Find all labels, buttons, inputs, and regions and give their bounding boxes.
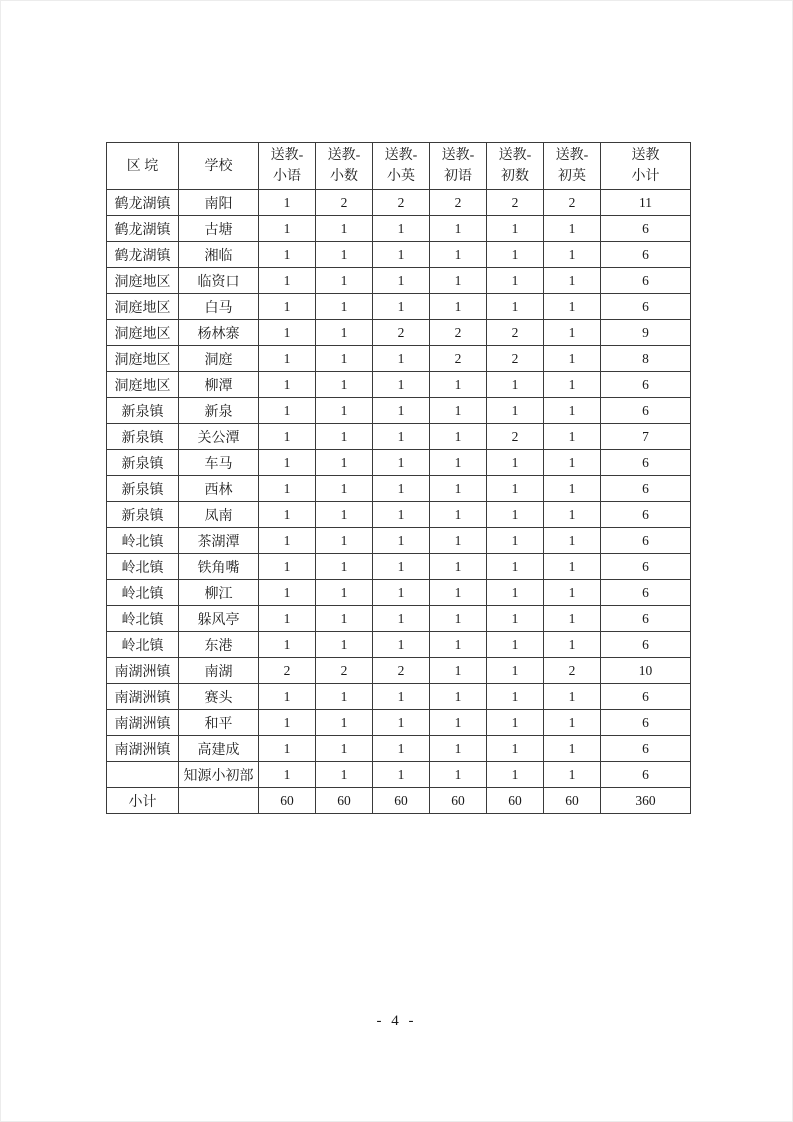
value-cell: 1 (373, 372, 430, 398)
school-cell (179, 788, 259, 814)
value-cell: 1 (487, 502, 544, 528)
value-cell: 60 (487, 788, 544, 814)
value-cell: 1 (259, 528, 316, 554)
value-cell: 1 (430, 424, 487, 450)
value-cell: 1 (373, 684, 430, 710)
value-cell: 1 (259, 580, 316, 606)
value-cell: 1 (430, 294, 487, 320)
value-cell: 1 (430, 554, 487, 580)
region-cell: 岭北镇 (107, 580, 179, 606)
school-cell: 湘临 (179, 242, 259, 268)
table-row (107, 762, 691, 788)
value-cell: 1 (544, 346, 601, 372)
value-cell: 2 (487, 346, 544, 372)
region-cell: 洞庭地区 (107, 372, 179, 398)
value-cell: 2 (316, 190, 373, 216)
value-cell: 1 (544, 684, 601, 710)
region-cell: 岭北镇 (107, 632, 179, 658)
value-cell: 1 (259, 190, 316, 216)
value-cell: 1 (373, 424, 430, 450)
col-header-songjiao-xiaoyu: 送教- 小语 (259, 143, 316, 190)
region-cell: 岭北镇 (107, 554, 179, 580)
school-cell: 铁角嘴 (179, 554, 259, 580)
page-number: - 4 - (376, 1013, 417, 1029)
value-cell: 1 (544, 242, 601, 268)
school-cell: 躲风亭 (179, 606, 259, 632)
value-cell: 1 (316, 476, 373, 502)
region-cell: 鹤龙湖镇 (107, 190, 179, 216)
region-cell: 洞庭地区 (107, 268, 179, 294)
value-cell: 1 (430, 372, 487, 398)
table-row (107, 372, 691, 398)
value-cell: 1 (430, 528, 487, 554)
table-row (107, 528, 691, 554)
table-row (107, 216, 691, 242)
value-cell: 1 (316, 320, 373, 346)
region-cell: 南湖洲镇 (107, 736, 179, 762)
value-cell: 1 (487, 580, 544, 606)
value-cell: 1 (487, 762, 544, 788)
value-cell: 1 (259, 320, 316, 346)
school-cell: 赛头 (179, 684, 259, 710)
value-cell: 2 (373, 190, 430, 216)
region-cell: 洞庭地区 (107, 346, 179, 372)
school-cell: 知源小初部 (179, 762, 259, 788)
value-cell: 6 (601, 580, 691, 606)
value-cell: 2 (487, 190, 544, 216)
value-cell: 1 (487, 658, 544, 684)
value-cell: 1 (487, 216, 544, 242)
value-cell: 11 (601, 190, 691, 216)
value-cell: 1 (430, 710, 487, 736)
region-cell: 新泉镇 (107, 502, 179, 528)
school-cell: 南湖 (179, 658, 259, 684)
value-cell: 1 (316, 398, 373, 424)
value-cell: 1 (373, 346, 430, 372)
school-cell: 关公潭 (179, 424, 259, 450)
table-header-row (107, 143, 691, 190)
value-cell: 1 (544, 502, 601, 528)
school-cell: 新泉 (179, 398, 259, 424)
value-cell: 1 (373, 294, 430, 320)
value-cell: 1 (316, 372, 373, 398)
value-cell: 1 (259, 606, 316, 632)
value-cell: 1 (316, 294, 373, 320)
value-cell: 2 (544, 658, 601, 684)
value-cell: 6 (601, 476, 691, 502)
value-cell: 10 (601, 658, 691, 684)
teaching-allocation-table (106, 142, 691, 814)
value-cell: 60 (259, 788, 316, 814)
school-cell: 车马 (179, 450, 259, 476)
value-cell: 1 (316, 580, 373, 606)
col-header-songjiao-chushu: 送教- 初数 (487, 143, 544, 190)
value-cell: 1 (316, 736, 373, 762)
value-cell: 60 (430, 788, 487, 814)
value-cell: 2 (430, 190, 487, 216)
value-cell: 2 (430, 320, 487, 346)
value-cell: 1 (373, 762, 430, 788)
value-cell: 1 (544, 476, 601, 502)
value-cell: 1 (430, 450, 487, 476)
table-row (107, 580, 691, 606)
value-cell: 1 (373, 242, 430, 268)
school-cell: 杨林寨 (179, 320, 259, 346)
value-cell: 6 (601, 450, 691, 476)
value-cell: 6 (601, 502, 691, 528)
value-cell: 1 (316, 346, 373, 372)
region-cell: 南湖洲镇 (107, 658, 179, 684)
region-cell: 洞庭地区 (107, 294, 179, 320)
value-cell: 1 (373, 554, 430, 580)
value-cell: 1 (373, 528, 430, 554)
value-cell: 1 (259, 476, 316, 502)
value-cell: 1 (259, 216, 316, 242)
value-cell: 6 (601, 216, 691, 242)
value-cell: 1 (544, 606, 601, 632)
col-header-songjiao-xiaoying: 送教- 小英 (373, 143, 430, 190)
value-cell: 1 (316, 762, 373, 788)
value-cell: 1 (259, 372, 316, 398)
table-row (107, 294, 691, 320)
school-cell: 东港 (179, 632, 259, 658)
value-cell: 1 (430, 580, 487, 606)
value-cell: 1 (544, 398, 601, 424)
value-cell: 1 (544, 710, 601, 736)
value-cell: 6 (601, 372, 691, 398)
value-cell: 1 (373, 476, 430, 502)
value-cell: 1 (544, 580, 601, 606)
school-cell: 洞庭 (179, 346, 259, 372)
table-row (107, 502, 691, 528)
value-cell: 1 (316, 450, 373, 476)
value-cell: 2 (373, 320, 430, 346)
value-cell: 1 (316, 502, 373, 528)
school-cell: 柳江 (179, 580, 259, 606)
value-cell: 6 (601, 268, 691, 294)
school-cell: 临资口 (179, 268, 259, 294)
region-cell: 新泉镇 (107, 398, 179, 424)
value-cell: 2 (544, 190, 601, 216)
table-row (107, 242, 691, 268)
table-row (107, 346, 691, 372)
col-header-school-label: 学校 (204, 158, 233, 174)
value-cell: 1 (487, 294, 544, 320)
value-cell: 1 (487, 710, 544, 736)
value-cell: 1 (544, 762, 601, 788)
value-cell: 7 (601, 424, 691, 450)
col-header-region-label: 区 垸 (126, 158, 159, 174)
value-cell: 1 (430, 216, 487, 242)
value-cell: 1 (316, 684, 373, 710)
value-cell: 6 (601, 242, 691, 268)
value-cell: 1 (544, 528, 601, 554)
value-cell: 8 (601, 346, 691, 372)
value-cell: 6 (601, 554, 691, 580)
value-cell: 1 (259, 502, 316, 528)
table-row (107, 684, 691, 710)
value-cell: 1 (544, 216, 601, 242)
value-cell: 1 (316, 554, 373, 580)
value-cell: 60 (544, 788, 601, 814)
value-cell: 1 (430, 606, 487, 632)
value-cell: 2 (487, 424, 544, 450)
value-cell: 1 (544, 736, 601, 762)
col-header-songjiao-chuyu: 送教- 初语 (430, 143, 487, 190)
value-cell: 1 (487, 684, 544, 710)
value-cell: 1 (544, 554, 601, 580)
value-cell: 6 (601, 736, 691, 762)
value-cell: 1 (316, 216, 373, 242)
value-cell: 1 (259, 294, 316, 320)
value-cell: 1 (487, 242, 544, 268)
table-row (107, 736, 691, 762)
value-cell: 1 (259, 268, 316, 294)
value-cell: 1 (487, 606, 544, 632)
region-cell: 南湖洲镇 (107, 684, 179, 710)
region-cell: 新泉镇 (107, 424, 179, 450)
value-cell: 1 (373, 268, 430, 294)
value-cell: 2 (430, 346, 487, 372)
value-cell: 1 (373, 606, 430, 632)
value-cell: 6 (601, 606, 691, 632)
value-cell: 1 (487, 736, 544, 762)
region-cell: 鹤龙湖镇 (107, 216, 179, 242)
value-cell: 6 (601, 398, 691, 424)
table-row (107, 398, 691, 424)
value-cell: 1 (373, 632, 430, 658)
value-cell: 1 (316, 606, 373, 632)
value-cell: 1 (487, 398, 544, 424)
value-cell: 1 (259, 242, 316, 268)
region-cell: 新泉镇 (107, 476, 179, 502)
value-cell: 1 (430, 762, 487, 788)
value-cell: 1 (487, 450, 544, 476)
school-cell: 白马 (179, 294, 259, 320)
value-cell: 2 (316, 658, 373, 684)
table-row (107, 450, 691, 476)
school-cell: 古塘 (179, 216, 259, 242)
value-cell: 1 (487, 476, 544, 502)
value-cell: 1 (259, 632, 316, 658)
value-cell: 1 (316, 424, 373, 450)
school-cell: 茶湖潭 (179, 528, 259, 554)
value-cell: 6 (601, 710, 691, 736)
value-cell: 1 (259, 710, 316, 736)
value-cell: 1 (487, 632, 544, 658)
value-cell: 1 (259, 398, 316, 424)
value-cell: 60 (373, 788, 430, 814)
value-cell: 1 (259, 450, 316, 476)
table-row (107, 424, 691, 450)
value-cell: 1 (373, 736, 430, 762)
table-row (107, 476, 691, 502)
value-cell: 1 (430, 684, 487, 710)
school-cell: 和平 (179, 710, 259, 736)
value-cell: 1 (544, 294, 601, 320)
value-cell: 1 (487, 528, 544, 554)
value-cell: 2 (373, 658, 430, 684)
table-row (107, 710, 691, 736)
value-cell: 1 (430, 398, 487, 424)
region-cell: 岭北镇 (107, 528, 179, 554)
value-cell: 1 (259, 346, 316, 372)
region-cell: 南湖洲镇 (107, 710, 179, 736)
value-cell: 1 (259, 684, 316, 710)
value-cell: 2 (487, 320, 544, 346)
value-cell: 1 (316, 242, 373, 268)
value-cell: 1 (430, 502, 487, 528)
value-cell: 1 (373, 580, 430, 606)
value-cell: 1 (544, 632, 601, 658)
school-cell: 南阳 (179, 190, 259, 216)
col-header-school (179, 143, 259, 190)
value-cell: 1 (316, 528, 373, 554)
value-cell: 1 (373, 502, 430, 528)
table-row (107, 632, 691, 658)
school-cell: 凤南 (179, 502, 259, 528)
value-cell: 9 (601, 320, 691, 346)
value-cell: 1 (430, 658, 487, 684)
value-cell: 1 (430, 736, 487, 762)
value-cell: 6 (601, 294, 691, 320)
col-header-songjiao-chuying: 送教- 初英 (544, 143, 601, 190)
value-cell: 1 (430, 476, 487, 502)
region-cell: 新泉镇 (107, 450, 179, 476)
value-cell: 1 (259, 554, 316, 580)
value-cell: 1 (430, 268, 487, 294)
value-cell: 6 (601, 684, 691, 710)
value-cell: 1 (544, 320, 601, 346)
col-header-region (107, 143, 179, 190)
school-cell: 西林 (179, 476, 259, 502)
value-cell: 1 (544, 268, 601, 294)
table-row (107, 190, 691, 216)
table-row (107, 554, 691, 580)
value-cell: 1 (373, 450, 430, 476)
value-cell: 1 (259, 762, 316, 788)
table-row (107, 658, 691, 684)
value-cell: 1 (373, 710, 430, 736)
region-cell: 岭北镇 (107, 606, 179, 632)
value-cell: 1 (430, 632, 487, 658)
value-cell: 1 (487, 554, 544, 580)
value-cell: 1 (487, 372, 544, 398)
region-cell: 小计 (107, 788, 179, 814)
table-row (107, 606, 691, 632)
value-cell: 60 (316, 788, 373, 814)
value-cell: 2 (259, 658, 316, 684)
value-cell: 6 (601, 762, 691, 788)
value-cell: 1 (430, 242, 487, 268)
table-row (107, 788, 691, 814)
value-cell: 6 (601, 632, 691, 658)
col-header-songjiao-xiaoji: 送教 小计 (601, 143, 691, 190)
value-cell: 1 (316, 268, 373, 294)
value-cell: 1 (259, 736, 316, 762)
school-cell: 高建成 (179, 736, 259, 762)
value-cell: 1 (373, 216, 430, 242)
value-cell: 1 (373, 398, 430, 424)
value-cell: 360 (601, 788, 691, 814)
region-cell: 洞庭地区 (107, 320, 179, 346)
value-cell: 1 (316, 632, 373, 658)
value-cell: 1 (316, 710, 373, 736)
value-cell: 1 (487, 268, 544, 294)
col-header-songjiao-xiaoshu: 送教- 小数 (316, 143, 373, 190)
value-cell: 6 (601, 528, 691, 554)
table-row (107, 268, 691, 294)
school-cell: 柳潭 (179, 372, 259, 398)
region-cell: 鹤龙湖镇 (107, 242, 179, 268)
value-cell: 1 (544, 424, 601, 450)
table-row (107, 320, 691, 346)
region-cell (107, 762, 179, 788)
value-cell: 1 (259, 424, 316, 450)
value-cell: 1 (544, 372, 601, 398)
value-cell: 1 (544, 450, 601, 476)
